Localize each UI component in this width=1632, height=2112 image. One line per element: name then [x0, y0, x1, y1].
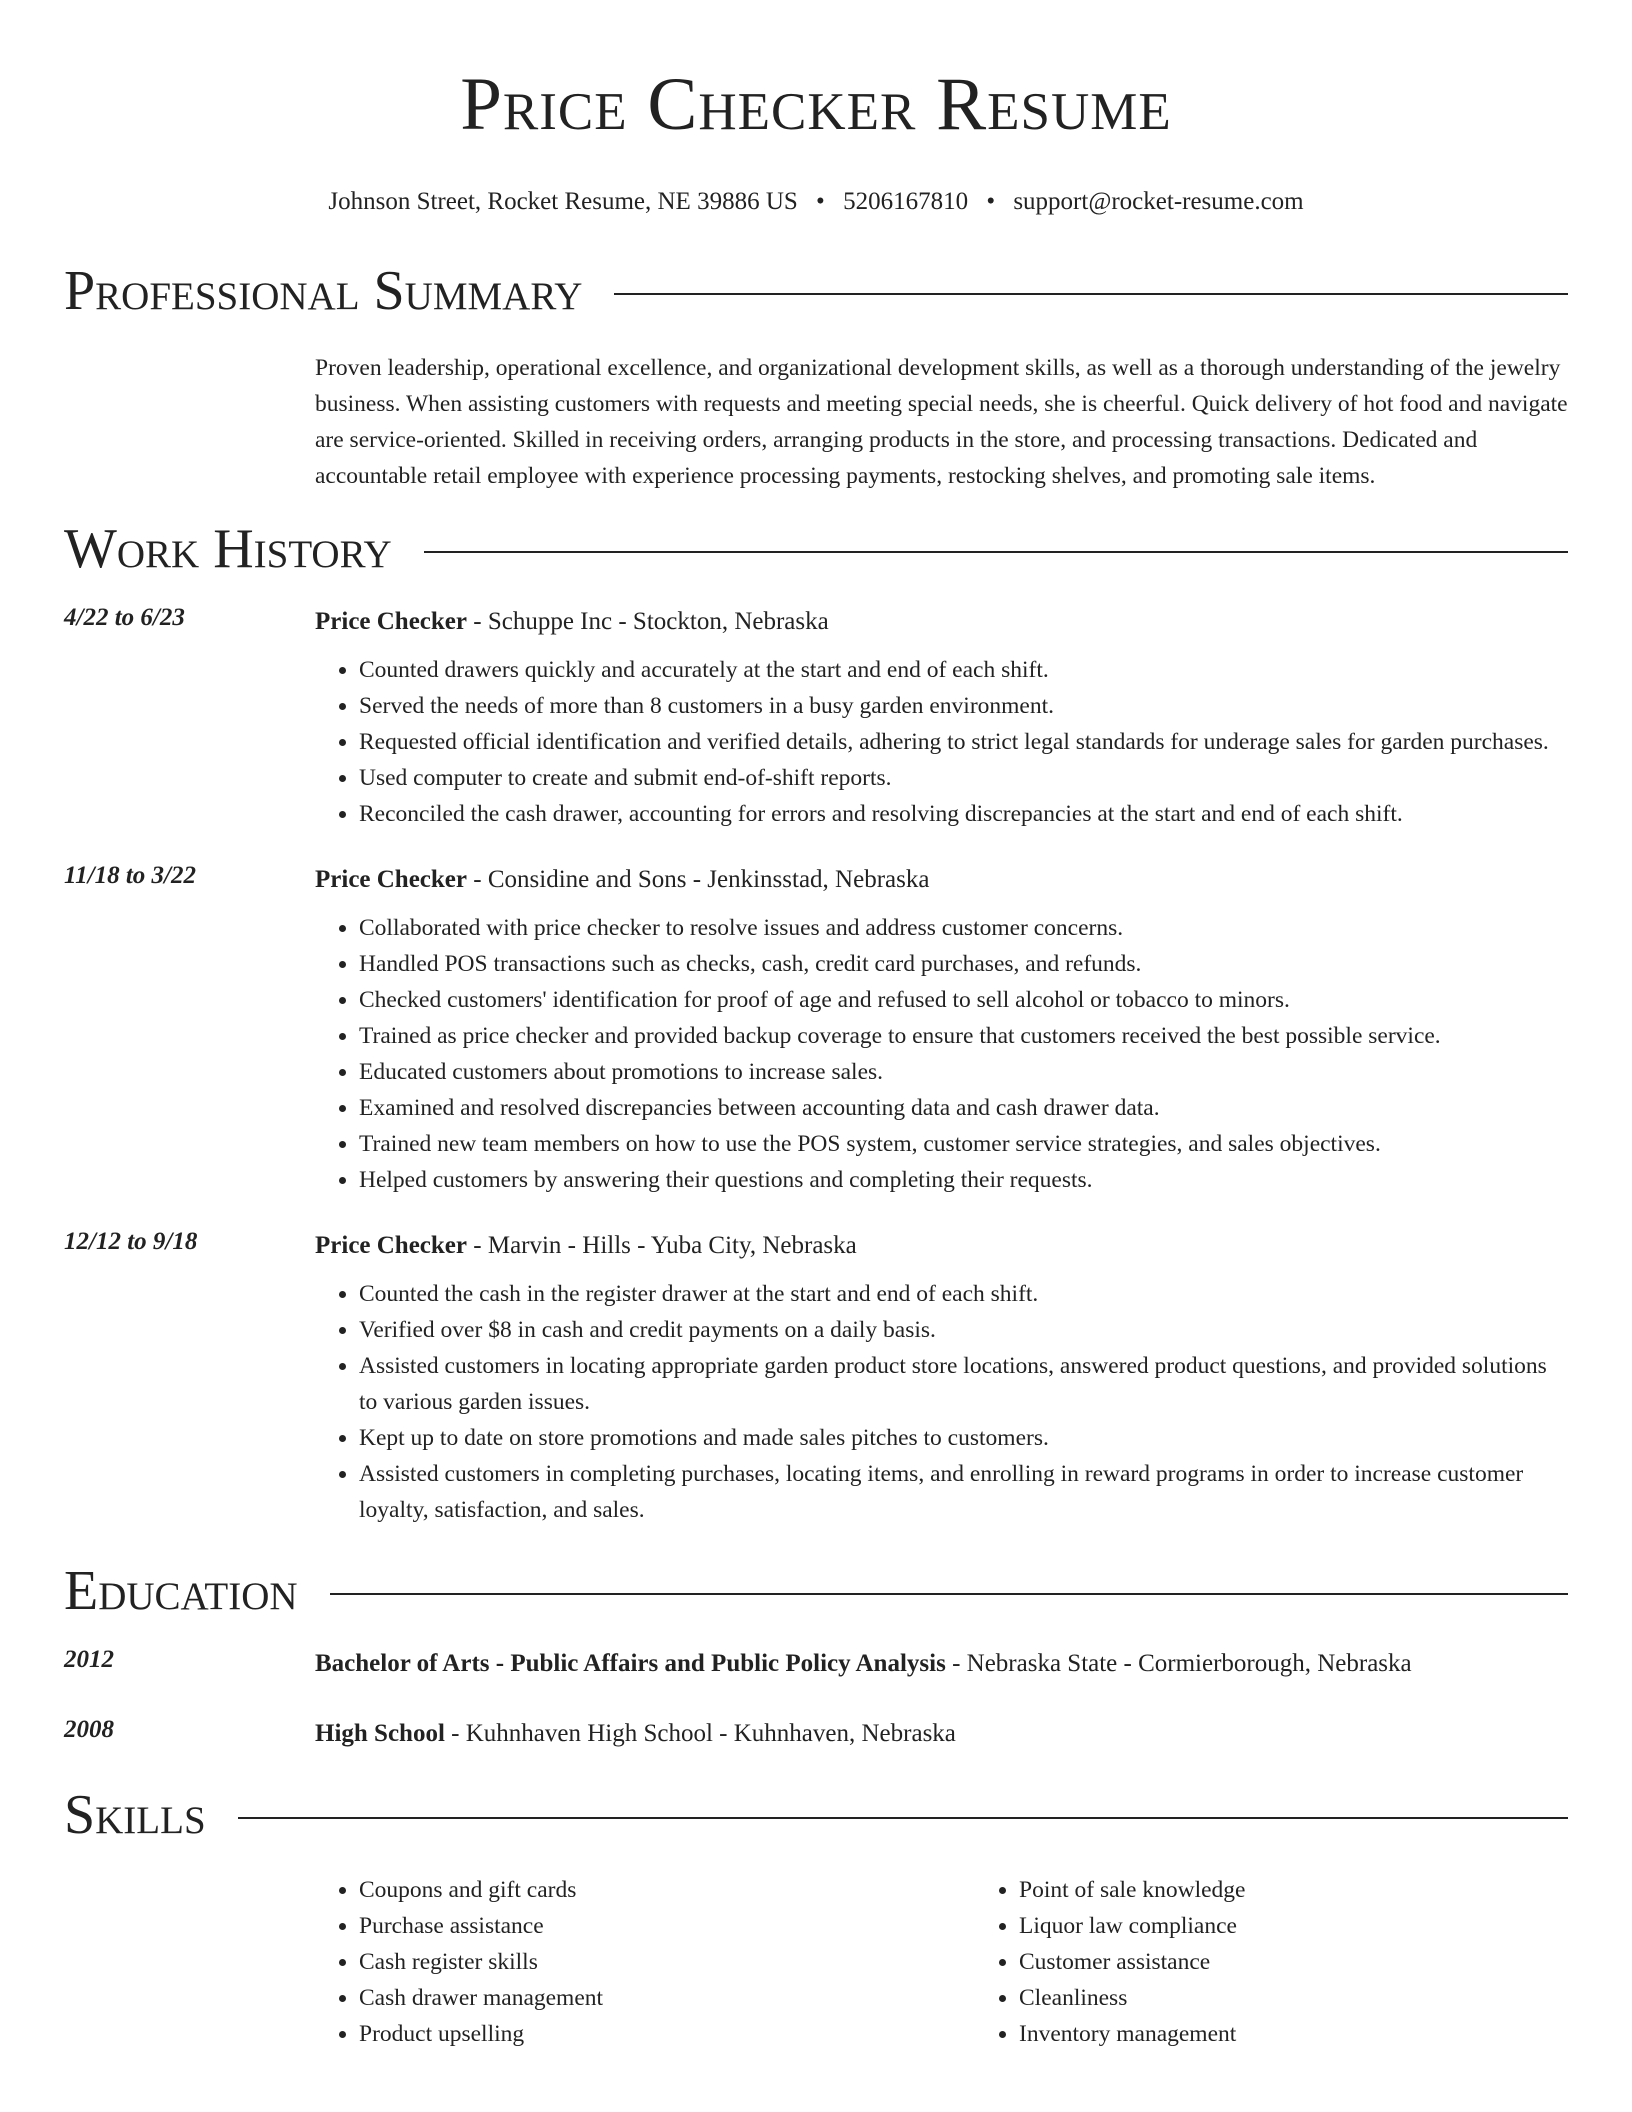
- skills-header: [64, 1780, 1568, 1850]
- contact-address: Johnson Street, Rocket Resume, NE 39886 US: [328, 188, 798, 215]
- job-bullet: • Kept up to date on store promotions and made sales pitches to customers.: [359, 1420, 1568, 1456]
- contact-separator: •: [816, 188, 825, 215]
- skill-item: • Inventory management: [1019, 2016, 1632, 2052]
- job-bullet: • Trained as price checker and provided backup coverage to ensure that customers received the best possible service.: [359, 1018, 1568, 1054]
- job-bullet: • Handled POS transactions such as checks, cash, credit card purchases, and refunds.: [359, 946, 1568, 982]
- job-bullet: • Requested official identification and verified details, adhering to strict legal standards for underage sales for garden purchases.: [359, 724, 1568, 760]
- job-heading: [315, 1228, 1568, 1264]
- contact-line: [64, 186, 1568, 218]
- education-body: [315, 1716, 1568, 1752]
- skill-item: • Cash register skills: [359, 1944, 975, 1980]
- education-year: 2008: [64, 1716, 114, 1743]
- summary-text: Proven leadership, operational excellence, and organizational development skills, as well as a thorough understanding of the jewelry business. When assisting customers with requests and meeting special needs, she is cheerful. Quick delivery of hot food and navigate are service-oriented. Skilled in receiving orders, arranging products in the store, and processing transactions. Dedicated and accountable retail employee with experience processing payments, restocking shelves, and promoting sale items.: [315, 355, 1568, 489]
- job-heading: [315, 604, 1568, 640]
- section-divider: [424, 551, 1568, 553]
- job-title: Price Checker: [315, 866, 468, 893]
- work-history-section: [64, 514, 1568, 1528]
- job-company-location: - Marvin - Hills - Yuba City, Nebraska: [467, 1232, 857, 1259]
- skills-list-right: [975, 1872, 1632, 2052]
- job-bullet-list: [315, 1276, 1568, 1528]
- section-divider: [330, 1593, 1568, 1595]
- skill-item: • Liquor law compliance: [1019, 1908, 1632, 1944]
- education-entry: [64, 1716, 1568, 1752]
- section-title: Education: [64, 1560, 298, 1622]
- education-year: 2012: [64, 1646, 114, 1673]
- summary-header: [64, 256, 1568, 326]
- skill-item: • Product upselling: [359, 2016, 975, 2052]
- contact-separator: •: [986, 188, 996, 215]
- job-bullet: • Reconciled the cash drawer, accounting for errors and resolving discrepancies at the start and end of each shift.: [359, 796, 1568, 832]
- job-bullet: • Educated customers about promotions to increase sales.: [359, 1054, 1568, 1090]
- job-entry: [64, 604, 1568, 832]
- job-bullet: • Checked customers' identification for proof of age and refused to sell alcohol or tobacco to minors.: [359, 982, 1568, 1018]
- skill-item: • Coupons and gift cards: [359, 1872, 975, 1908]
- education-degree: Bachelor of Arts - Public Affairs and Public Policy Analysis: [315, 1650, 946, 1677]
- skills-left-gutter: [64, 1850, 315, 2052]
- section-title: Professional Summary: [64, 260, 583, 322]
- education-section: [64, 1556, 1568, 1752]
- skill-item: • Cleanliness: [1019, 1980, 1632, 2016]
- section-title: Work History: [64, 518, 392, 580]
- education-header: [64, 1556, 1568, 1626]
- skills-list-left: [315, 1872, 975, 2052]
- section-divider: [238, 1817, 1568, 1819]
- job-bullet: • Counted drawers quickly and accurately at the start and end of each shift.: [359, 652, 1568, 688]
- job-title: Price Checker: [315, 1232, 468, 1259]
- job-bullet: • Assisted customers in completing purchases, locating items, and enrolling in reward programs in order to increase customer loyalty, satisfaction, and sales.: [359, 1456, 1568, 1528]
- job-company-location: - Considine and Sons - Jenkinsstad, Nebraska: [467, 866, 930, 893]
- skill-item: • Purchase assistance: [359, 1908, 975, 1944]
- job-bullet: • Served the needs of more than 8 customers in a busy garden environment.: [359, 688, 1568, 724]
- job-dates: 4/22 to 6/23: [64, 604, 185, 631]
- job-bullet: • Counted the cash in the register drawer at the start and end of each shift.: [359, 1276, 1568, 1312]
- job-bullet-list: [315, 652, 1568, 832]
- section-divider: [614, 293, 1568, 295]
- contact-email: support@rocket-resume.com: [1013, 188, 1304, 215]
- summary-row: [64, 350, 1568, 494]
- education-degree: High School: [315, 1720, 445, 1747]
- job-body: [315, 604, 1568, 832]
- job-dates: 11/18 to 3/22: [64, 862, 196, 889]
- job-bullet: • Collaborated with price checker to resolve issues and address customer concerns.: [359, 910, 1568, 946]
- resume-title: Price Checker Resume: [460, 63, 1172, 146]
- section-title: Skills: [64, 1784, 206, 1846]
- education-entry: [64, 1646, 1568, 1682]
- education-list: [64, 1646, 1568, 1752]
- summary-left-gutter: [64, 350, 315, 494]
- job-title: Price Checker: [315, 608, 468, 635]
- job-entry: [64, 1228, 1568, 1528]
- education-body: [315, 1646, 1568, 1682]
- skill-item: • Point of sale knowledge: [1019, 1872, 1632, 1908]
- job-list: [64, 604, 1568, 1528]
- job-bullet: • Assisted customers in locating appropriate garden product store locations, answered product questions, and provided solutions to various garden issues.: [359, 1348, 1568, 1420]
- education-school-location: - Nebraska State - Cormierborough, Nebraska: [945, 1650, 1412, 1677]
- job-heading: [315, 862, 1568, 898]
- job-bullet: • Used computer to create and submit end-of-shift reports.: [359, 760, 1568, 796]
- education-school-location: - Kuhnhaven High School - Kuhnhaven, Nebraska: [444, 1720, 956, 1747]
- summary-section: [64, 256, 1568, 494]
- skill-item: • Customer assistance: [1019, 1944, 1632, 1980]
- job-bullet-list: [315, 910, 1568, 1198]
- contact-phone: 5206167810: [843, 188, 969, 215]
- job-company-location: - Schuppe Inc - Stockton, Nebraska: [467, 608, 829, 635]
- work-history-header: [64, 514, 1568, 584]
- job-body: [315, 862, 1568, 1198]
- job-bullet: • Verified over $8 in cash and credit payments on a daily basis.: [359, 1312, 1568, 1348]
- job-bullet: • Helped customers by answering their questions and completing their requests.: [359, 1162, 1568, 1198]
- job-body: [315, 1228, 1568, 1528]
- skills-columns: [315, 1872, 1632, 2052]
- job-dates: 12/12 to 9/18: [64, 1228, 198, 1255]
- skills-row: [64, 1850, 1568, 2052]
- job-bullet: • Trained new team members on how to use the POS system, customer service strategies, and sales objectives.: [359, 1126, 1568, 1162]
- job-bullet: • Examined and resolved discrepancies between accounting data and cash drawer data.: [359, 1090, 1568, 1126]
- skills-section: [64, 1780, 1568, 2052]
- skill-item: • Cash drawer management: [359, 1980, 975, 2016]
- job-entry: [64, 862, 1568, 1198]
